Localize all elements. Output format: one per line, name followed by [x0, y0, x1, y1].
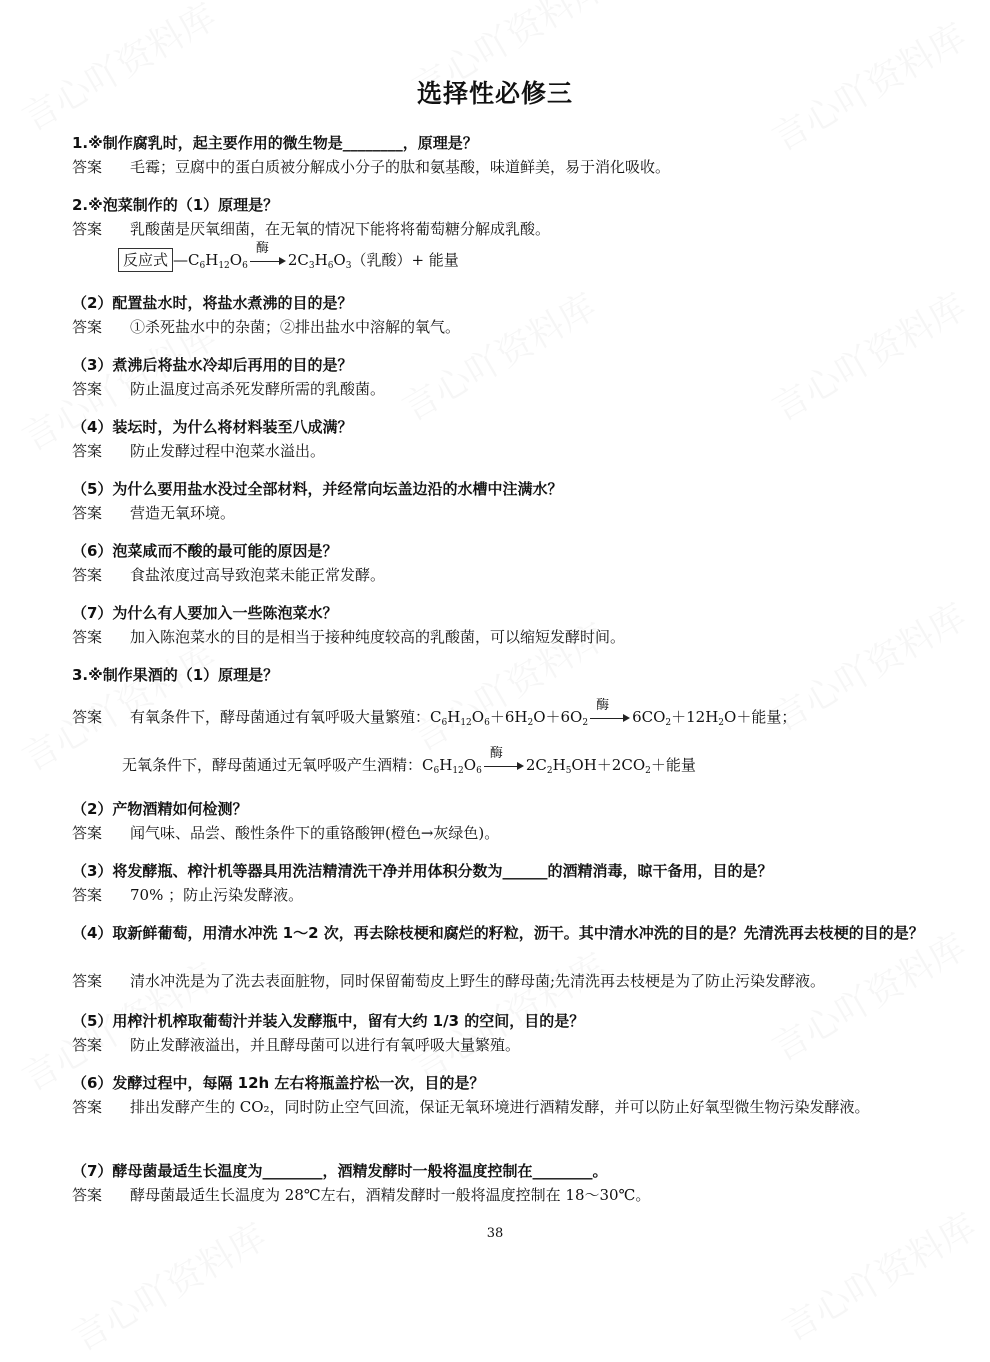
answer-2-3: [72, 378, 930, 400]
formula-part: ＋6H: [489, 708, 528, 726]
formula-subscript: 12: [460, 718, 472, 728]
answer-tag: 答案: [72, 1186, 103, 1204]
formula-subscript: 6: [433, 766, 440, 776]
question-3-4: （4）取新鲜葡萄，用清水冲洗 1～2 次，再去除枝梗和腐烂的籽粒，沥干。其中清水冲洗的目的是？先清洗再去枝梗的目的是？: [72, 924, 924, 942]
question-2-6: （6）泡菜咸而不酸的最可能的原因是？: [72, 542, 338, 560]
answer-3-3: [72, 884, 930, 906]
formula-subscript: 2: [527, 718, 534, 728]
formula-part: H: [552, 756, 566, 774]
answer-tag: 答案: [72, 824, 103, 842]
formula-subscript: 6: [242, 261, 248, 271]
formula-part: OH＋2CO: [571, 756, 646, 774]
answer-text: 防止发酵过程中泡菜水溢出。: [130, 442, 326, 460]
answer-2-6: [72, 564, 930, 586]
question-2-2: （2）配置盐水时，将盐水煮沸的目的是？: [72, 294, 353, 312]
answer-3-4: [72, 970, 930, 992]
answer-text: 营造无氧环境。: [130, 504, 236, 522]
answer-text: 无氧条件下，酵母菌通过无氧呼吸产生酒精：: [122, 756, 423, 774]
answer-text: 加入陈泡菜水的目的是相当于接种纯度较高的乳酸菌，可以缩短发酵时间。: [130, 628, 626, 646]
formula-subscript: 2: [718, 718, 725, 728]
question-3-3: （3）将发酵瓶、榨汁机等器具用洗洁精清洗干净并用体积分数为______的酒精消毒，晾干备用，目的是？: [72, 862, 773, 880]
formula-subscript: 6: [199, 261, 206, 271]
answer-tag: 答案: [72, 708, 103, 726]
enzyme-label: 酶: [596, 698, 610, 713]
answer-text: 70% ；防止污染发酵液。: [130, 886, 304, 904]
formula-part: O: [333, 251, 346, 269]
formula-part: O: [463, 756, 477, 774]
formula-subscript: 2: [546, 766, 553, 776]
question-3-6: （6）发酵过程中，每隔 12h 左右将瓶盖拧松一次，目的是？: [72, 1074, 485, 1092]
question-3: 3.※制作果酒的（1）原理是？: [72, 666, 279, 684]
page-title: 选择性必修三: [416, 79, 573, 108]
answer-3-7: [72, 1184, 930, 1206]
answer-text: 乳酸菌是厌氧细菌，在无氧的情况下能将将葡萄糖分解成乳酸。: [130, 220, 551, 238]
answer-text: 闻气味、品尝、酸性条件下的重铬酸钾(橙色→灰绿色)。: [130, 824, 500, 842]
formula-part: H: [439, 756, 453, 774]
answer-text: ①杀死盐水中的杂菌；②排出盐水中溶解的氧气。: [130, 318, 461, 336]
reaction-arrow-icon: [248, 241, 288, 272]
enzyme-label: 酶: [489, 746, 503, 761]
formula-part: 2C: [287, 251, 309, 269]
formula-part: ＋能量: [650, 756, 696, 774]
answer-tag: 答案: [72, 158, 103, 176]
formula-subscript: 12: [452, 766, 464, 776]
formula-subscript: 2: [645, 766, 651, 776]
question-2-7: （7）为什么有人要加入一些陈泡菜水？: [72, 604, 338, 622]
answer-2-4: [72, 440, 930, 462]
formula-subscript: 3: [308, 261, 315, 271]
question-3-7: （7）酵母菌最适生长温度为________，酒精发酵时一般将温度控制在________。: [72, 1162, 608, 1180]
formula-subscript: 2: [582, 718, 589, 728]
formula-subscript: 2: [665, 718, 672, 728]
answer-3-6: [72, 1096, 930, 1118]
answer-2-7: [72, 626, 930, 648]
answer-tag: 答案: [72, 566, 103, 584]
aerobic-equation-line: [72, 698, 797, 734]
answer-tag: 答案: [72, 628, 103, 646]
question-3-5: （5）用榨汁机榨取葡萄汁并装入发酵瓶中，留有大约 1/3 的空间，目的是？: [72, 1012, 585, 1030]
reaction-equation: [118, 241, 459, 277]
reaction-arrow-icon: [482, 746, 526, 777]
question-2-5: （5）为什么要用盐水没过全部材料，并经常向坛盖边沿的水槽中注满水？: [72, 480, 563, 498]
question-2-4: （4）装坛时，为什么将材料装至八成满？: [72, 418, 353, 436]
page-number: 38: [486, 1226, 504, 1241]
formula-part: （乳酸）+ 能量: [351, 251, 459, 269]
formula-part: H: [314, 251, 328, 269]
anaerobic-equation-line: [122, 746, 696, 782]
formula-part: 6CO: [632, 708, 666, 726]
watermark: [12, 0, 225, 142]
answer-tag: 答案: [72, 1036, 103, 1054]
question-3-2: （2）产物酒精如何检测？: [72, 800, 248, 818]
formula-part: O: [471, 708, 485, 726]
answer-text: 有氧条件下，酵母菌通过有氧呼吸大量繁殖：: [130, 708, 431, 726]
answer-text: 防止发酵液溢出，并且酵母菌可以进行有氧呼吸大量繁殖。: [130, 1036, 521, 1054]
formula-part: C: [188, 251, 200, 269]
answer-3-2: [72, 822, 930, 844]
formula-subscript: 6: [484, 718, 490, 728]
answer-tag: 答案: [72, 220, 103, 238]
formula-subscript: 12: [218, 261, 230, 271]
answer-tag: 答案: [72, 886, 103, 904]
answer-text: 防止温度过高杀死发酵所需的乳酸菌。: [130, 380, 386, 398]
formula-part: C: [430, 708, 442, 726]
formula-part: 2C: [525, 756, 547, 774]
answer-tag: 答案: [72, 972, 103, 990]
answer-2: [72, 218, 930, 240]
question-2: 2.※泡菜制作的（1）原理是？: [72, 196, 279, 214]
reaction-label: 反应式: [118, 248, 173, 272]
formula-subscript: 6: [327, 261, 334, 271]
formula-subscript: 5: [565, 766, 572, 776]
formula-part: O＋能量；: [724, 708, 797, 726]
formula-subscript: 6: [441, 718, 448, 728]
formula-part: ＋12H: [671, 708, 719, 726]
answer-text: 酵母菌最适生长温度为 28℃左右，酒精发酵时一般将温度控制在 18～30℃。: [130, 1186, 651, 1204]
enzyme-label: 酶: [255, 241, 269, 256]
answer-text: 毛霉；豆腐中的蛋白质被分解成小分子的肽和氨基酸，味道鲜美，易于消化吸收。: [130, 158, 671, 176]
watermark: [772, 1199, 985, 1351]
answer-2-2: [72, 316, 930, 338]
answer-text: 食盐浓度过高导致泡菜未能正常发酵。: [130, 566, 386, 584]
question-2-3: （3）煮沸后将盐水冷却后再用的目的是？: [72, 356, 353, 374]
formula-part: H: [447, 708, 461, 726]
answer-3-5: [72, 1034, 930, 1056]
answer-2-5: [72, 502, 930, 524]
answer-1: [72, 156, 930, 178]
formula-part: O＋6O: [533, 708, 583, 726]
formula-subscript: 6: [476, 766, 482, 776]
answer-tag: 答案: [72, 318, 103, 336]
answer-text: 排出发酵产生的 CO₂，同时防止空气回流，保证无氧环境进行酒精发酵，并可以防止好氧型微生物污染发酵液。: [130, 1098, 870, 1116]
answer-tag: 答案: [72, 504, 103, 522]
answer-tag: 答案: [72, 442, 103, 460]
question-1: 1.※制作腐乳时，起主要作用的微生物是________，原理是？: [72, 134, 478, 152]
formula-part: C: [422, 756, 434, 774]
answer-text: 清水冲洗是为了洗去表面脏物，同时保留葡萄皮上野生的酵母菌;先清洗再去枝梗是为了防止污染发酵液。: [130, 972, 826, 990]
reaction-arrow-icon: [588, 698, 632, 729]
answer-tag: 答案: [72, 1098, 103, 1116]
formula-subscript: 3: [345, 261, 352, 271]
answer-tag: 答案: [72, 380, 103, 398]
reaction-dash: —: [173, 251, 189, 269]
formula-part: H: [205, 251, 219, 269]
formula-part: O: [229, 251, 243, 269]
